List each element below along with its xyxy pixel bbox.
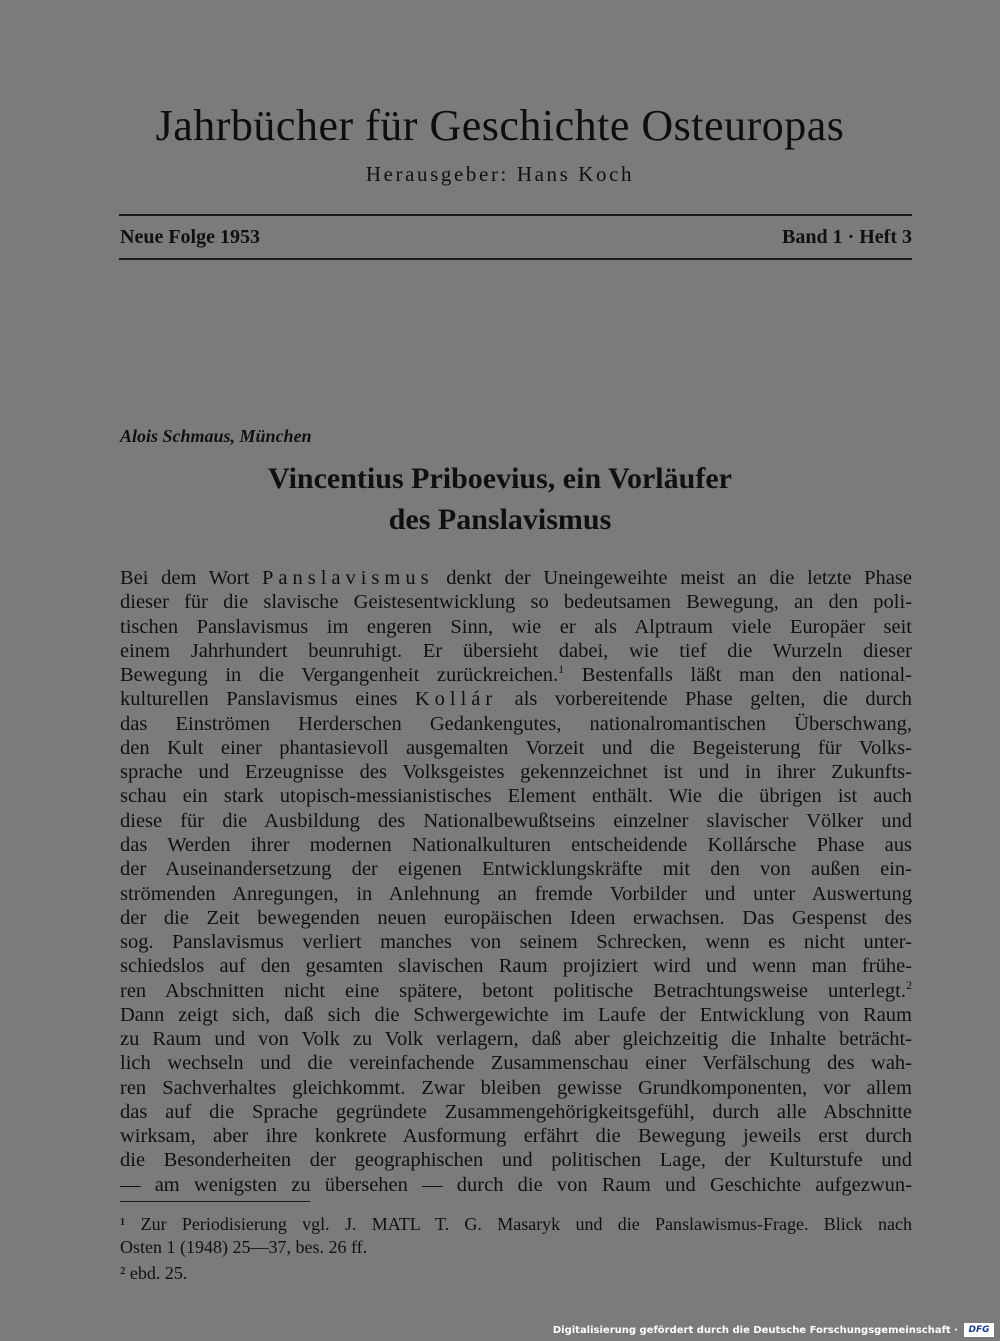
- dfg-logo-icon: DFG: [964, 1323, 994, 1337]
- body-line-text: ren Abschnitten nicht eine spätere, betont politische Betrachtungsweise unterlegt.: [120, 979, 906, 1002]
- body-line: ren Sachverhaltes gleichkommt. Zwar bleiben gewisse Grundkomponenten, vor allem: [120, 1076, 912, 1099]
- header-rule-top: [119, 214, 912, 216]
- body-line: schiedslos auf den gesamten slavischen Raum projiziert wird und wenn man frühe-: [120, 955, 912, 978]
- body-line-text: Bei dem Wort: [120, 567, 262, 589]
- body-line: [120, 687, 912, 711]
- body-line-text: kulturellen Panslavismus eines: [120, 688, 415, 711]
- body-line: schau ein stark utopisch-messianistisches Element enthält. Wie die übrigen ist auch: [120, 785, 912, 808]
- body-line-text: Bewegung in die Vergangenheit zurückreichen.: [120, 664, 559, 687]
- body-line-text: als vorbereitende Phase gelten, die durch: [497, 688, 912, 711]
- footnote-1-line-1: ¹ Zur Periodisierung vgl. J. MATL T. G. Masaryk und die Panslawismus-Frage. Blick nach: [120, 1214, 912, 1234]
- header-rule-bottom: [119, 258, 912, 260]
- body-line: — am wenigsten zu übersehen — durch die von Raum und Geschichte aufgezwun-: [120, 1173, 912, 1196]
- body-line-text: Bestenfalls läßt man den national-: [564, 664, 912, 687]
- body-line: das Werden ihrer modernen Nationalkulturen entscheidende Kollársche Phase aus: [120, 833, 912, 856]
- body-line: lich wechseln und die vereinfachende Zusammenschau einer Verfälschung des wah-: [120, 1052, 912, 1075]
- body-line: der die Zeit bewegenden neuen europäischen Ideen erwachsen. Das Gespenst des: [120, 906, 912, 929]
- article-title-line-2: des Panslavismus: [388, 503, 612, 536]
- body-line: sog. Panslavismus verliert manches von seinem Schrecken, wenn es nicht unter-: [120, 931, 912, 954]
- footnote-1-line-2: Osten 1 (1948) 25—37, bes. 26 ff.: [120, 1237, 368, 1257]
- article-author: Alois Schmaus, München: [120, 426, 312, 446]
- body-line: [120, 663, 912, 687]
- footnote-marker: 2: [906, 978, 912, 992]
- article-title-line-1: Vincentius Priboevius, ein Vorläufer: [268, 462, 732, 495]
- body-line: zu Raum und von Volk zu Volk verlagern, daß aber gleichzeitig die Inhalte beträcht-: [120, 1028, 912, 1051]
- body-line: wirksam, aber ihre konkrete Ausformung erfährt die Bewegung jeweils erst durch: [120, 1125, 912, 1148]
- body-line: tischen Panslavismus im engeren Sinn, wie er als Alptraum viele Europäer seit: [120, 615, 912, 638]
- spaced-emphasis: Panslavismus: [261, 567, 434, 589]
- body-line-text: denkt der Uneingeweihte meist an die letzte Phase: [433, 567, 912, 589]
- body-line: diese für die Ausbildung des Nationalbewußtseins einzelner slavischer Völker und: [120, 809, 912, 832]
- digitization-credit-bar: [0, 1315, 1000, 1341]
- body-line: die Besonderheiten der geographischen und politischen Lage, der Kulturstufe und: [120, 1149, 912, 1172]
- body-line: strömenden Anregungen, in Anlehnung an fremde Vorbilder und unter Auswertung: [120, 882, 912, 905]
- credit-text: Digitalisierung gefördert durch die Deutsche Forschungsgemeinschaft ·: [552, 1325, 958, 1336]
- issue-series: Neue Folge 1953: [120, 226, 260, 248]
- footnote-2: ² ebd. 25.: [120, 1263, 188, 1283]
- body-line: [120, 566, 912, 590]
- issue-volume: Band 1 · Heft 3: [781, 226, 912, 248]
- body-line: sprache und Erzeugnisse des Volksgeistes gekennzeichnet ist und in ihrer Zukunfts-: [120, 761, 912, 784]
- body-line: der Auseinandersetzung der eigenen Entwicklungskräfte mit den von außen ein-: [120, 858, 912, 881]
- footnote-marker: 1: [558, 663, 565, 677]
- body-line: Dann zeigt sich, daß sich die Schwergewichte im Laufe der Entwicklung von Raum: [120, 1003, 912, 1026]
- body-line: das Einströmen Herderschen Gedankengutes, nationalromantischen Überschwang,: [120, 712, 912, 735]
- body-line: [120, 979, 912, 1003]
- editor-line: Herausgeber: Hans Koch: [365, 162, 635, 186]
- body-line: den Kult einer phantasievoll ausgemalten Vorzeit und die Begeisterung für Volks-: [120, 736, 912, 759]
- spaced-emphasis: Kollár: [414, 688, 498, 711]
- journal-title: Jahrbücher für Geschichte Osteuropas: [155, 101, 845, 150]
- footnote-rule: [120, 1201, 310, 1202]
- body-line: dieser für die slavische Geistesentwicklung so bedeutsamen Bewegung, an den poli-: [120, 591, 912, 614]
- body-line: das auf die Sprache gegründete Zusammengehörigkeitsgefühl, durch alle Abschnitte: [120, 1100, 912, 1123]
- body-line: einem Jahrhundert beunruhigt. Er übersieht dabei, wie tief die Wurzeln dieser: [120, 639, 912, 662]
